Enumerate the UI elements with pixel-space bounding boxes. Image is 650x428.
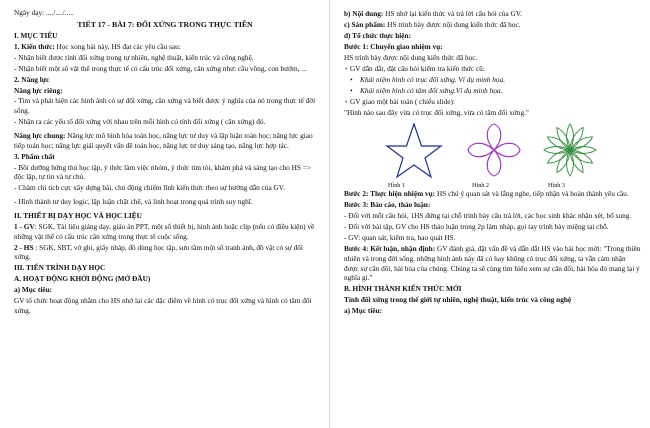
tinh-doi-xung-heading: Tính đối xứng trong thế giới tự nhiên, nghệ thuật, kiến trúc và công nghệ <box>344 295 572 305</box>
nang-luc-rieng-2: - Nhận ra các yếu tố đối xứng với nhau trên mỗi hình có tính đối xứng ( cân xứng) đó. <box>14 117 266 127</box>
figure-row <box>344 121 642 190</box>
lesson-title: TIẾT 17 - BÀI 7: ĐỐI XỨNG TRONG THỰC TIỄN <box>77 19 253 29</box>
noi-dung-text: HS nhớ lại kiến thức và trả lời câu hỏi của GV. <box>383 9 522 18</box>
bullet-dot-icon: • <box>350 74 353 84</box>
section-muc-tieu: I. MỤC TIÊU <box>14 30 58 40</box>
thiet-bi-hs-text: : SGK, SBT, vở ghi, giấy nháp, đồ dùng học tập, sưu tầm một số tranh ảnh, đồ vật có sự đối xứng. <box>14 242 303 262</box>
bullet-dot-icon: • <box>350 85 353 95</box>
pham-chat-heading: 3. Phẩm chất <box>14 151 55 161</box>
nang-luc-rieng-heading: Năng lực riêng: <box>14 85 63 95</box>
caption-hinh-1: Hình 1 <box>388 182 406 190</box>
buoc-2-text: HS chú ý quan sát và lắng nghe, tiếp nhận và hoàn thành yêu cầu. <box>435 189 629 199</box>
san-pham-label: c) Sản phẩm: <box>344 19 386 29</box>
thiet-bi-gv-text: : SGK, Tài liệu giảng dạy, giáo án PPT, một số thiết bị, hình ảnh hoặc clip (nếu có điều kiện) về những vật thể có cấu trúc cân xứng trong thực tế cuộc sống. <box>14 222 315 241</box>
caption-hinh-3: Hình 3 <box>548 182 566 190</box>
bullet-item-2 <box>344 86 642 96</box>
right-column <box>344 9 642 317</box>
buoc-1-line-1: HS trình bày được nội dung kiến thức đã học. <box>344 52 478 62</box>
bullet-item-1 <box>344 75 642 85</box>
star-figure <box>384 121 444 179</box>
buoc-4-line <box>344 244 642 282</box>
buoc-4-text: GV đánh giá, đặt vấn đề và dẫn dắt HS vào bài học mới: "Trong thiên nhiên và trong đời sống, những hình ảnh này đã có hay không có trục đối xứng, ta vẫn cảm nhận được sự cân đối, hài hòa của chúng. Chúng ta sẽ cùng tìm hiểu xem sự cân đối, hài hòa đó mang lại ý nghĩa gì." <box>344 244 641 283</box>
buoc-3-line-2: - Đối với bài tập, GV cho HS thảo luận trong 2p làm nháp, gọi tay trình bày miệng tại chỗ. <box>344 222 609 232</box>
pham-chat-1: - Bồi dưỡng hứng thú học tập, ý thức làm việc nhóm, ý thức tìm tòi, khám phá và sáng tạo cho HS => độc lập, tự tin và tự chủ. <box>14 162 312 182</box>
kien-thuc-item-1: - Nhận biết được tính đối xứng trong tự nhiên, nghệ thuật, kiến trúc và công nghệ. <box>14 52 254 62</box>
buoc-1-line-3: + GV giao một bài toán ( chiếu slide): <box>344 96 455 106</box>
date-line: Ngày dạy: ..../..../..... <box>14 8 74 17</box>
section-thiet-bi: II. THIẾT BỊ DẠY HỌC VÀ HỌC LIỆU <box>14 211 142 221</box>
buoc-2-label: Bước 2: Thực hiện nhiệm vụ: <box>344 189 436 199</box>
thiet-bi-hs <box>14 243 316 262</box>
left-column <box>14 0 316 317</box>
section-tien-trinh: III. TIẾN TRÌNH DẠY HỌC <box>14 263 106 273</box>
caption-hinh-2: Hình 2 <box>472 182 490 190</box>
section-khoi-dong: A. HOẠT ĐỘNG KHỞI ĐỘNG (MỞ ĐẦU) <box>14 274 151 284</box>
nang-luc-chung-label: Năng lực chung: <box>14 131 66 141</box>
kien-thuc-line <box>14 42 316 52</box>
buoc-3-heading: Bước 3: Báo cáo, thảo luận: <box>344 200 431 210</box>
buoc-1-heading: Bước 1: Chuyển giao nhiệm vụ: <box>344 41 443 51</box>
muc-tieu-text: GV tổ chức hoạt động nhằm cho HS nhớ lại các đặc điểm về hình có trục đối xứng và hình có tâm đối xứng. <box>14 296 312 315</box>
to-chuc-heading: d) Tổ chức thực hiện: <box>344 30 412 40</box>
san-pham-line <box>344 20 642 30</box>
noi-dung-line <box>344 9 642 19</box>
kien-thuc-label: 1. Kiến thức: <box>14 41 55 51</box>
san-pham-text: HS trình bày được nội dung kiến thức đã học. <box>385 19 521 29</box>
thiet-bi-hs-label: 2 - HS <box>14 242 34 252</box>
star-shape <box>387 124 441 177</box>
thiet-bi-gv-label: 1 - GV <box>14 222 35 232</box>
nang-luc-chung-text: Năng lực mô hình hóa toán học, năng lực tư duy và lập luận toán học; năng lực giao tiếp toán học; năng lực giải quyết vấn đề toán học, năng lực tư duy sáng tạo, năng lực hợp tác. <box>14 131 313 150</box>
section-hinh-thanh: B. HÌNH THÀNH KIẾN THỨC MỚI <box>344 284 462 294</box>
flower-shape <box>468 124 520 176</box>
bullet-text-1: Khái niệm hình có trục đối xứng. Ví dụ minh họa. <box>360 74 506 84</box>
pham-chat-3: - Hình thành tư duy logic, lập luận chặt chẽ, và linh hoạt trong quá trình suy nghĩ. <box>14 197 253 207</box>
flower-figure <box>464 121 524 179</box>
buoc-1-line-2: + GV dẫn dắt, đặt câu hỏi kiểm tra kiến thức cũ: <box>344 63 485 73</box>
nang-luc-rieng-1: - Tìm và phát hiện các hình ảnh có sự đối xứng, cân xứng và biết được ý nghĩa của nó trong thực tế đời sống. <box>14 96 316 116</box>
thiet-bi-gv <box>14 222 316 241</box>
nang-luc-heading: 2. Năng lực <box>14 74 50 84</box>
kien-thuc-item-2: - Nhận biết một số vật thể trong thực tế có cấu trúc đối xứng, cân xứng như: cầu vồng, con bướm, ... <box>14 63 307 73</box>
pham-chat-2: - Chăm chỉ tích cực xây dựng bài, chủ động chiếm lĩnh kiến thức theo sự hướng dẫn của GV. <box>14 183 285 193</box>
noi-dung-label: b) Nội dung: <box>344 9 384 18</box>
rosette-figure <box>540 121 600 179</box>
bullet-text-2: Khái niệm hình có tâm đối xứng.Ví dụ minh họa. <box>360 85 503 95</box>
buoc-4-label: Bước 4: Kết luận, nhận định: <box>344 244 436 254</box>
buoc-3-line-1: - Đối với mỗi câu hỏi, 1HS đứng tại chỗ trình bày câu trả lời, các học sinh khác nhận xét, bổ sung. <box>344 211 632 221</box>
rosette-shape <box>544 124 596 176</box>
nang-luc-chung <box>14 131 316 150</box>
buoc-3-line-3: - GV: quan sát, kiểm tra, bao quát HS. <box>344 233 456 243</box>
muc-tieu-b-heading: a) Mục tiêu: <box>344 306 383 316</box>
muc-tieu-heading: a) Mục tiêu: <box>14 285 53 295</box>
kien-thuc-text: Học xong bài này, HS đạt các yêu cầu sau: <box>54 41 181 51</box>
buoc-1-line-4: "Hình nào sau đây vừa có trục đối xứng, vừa có tâm đối xứng." <box>344 107 529 117</box>
page-divider <box>329 0 330 428</box>
